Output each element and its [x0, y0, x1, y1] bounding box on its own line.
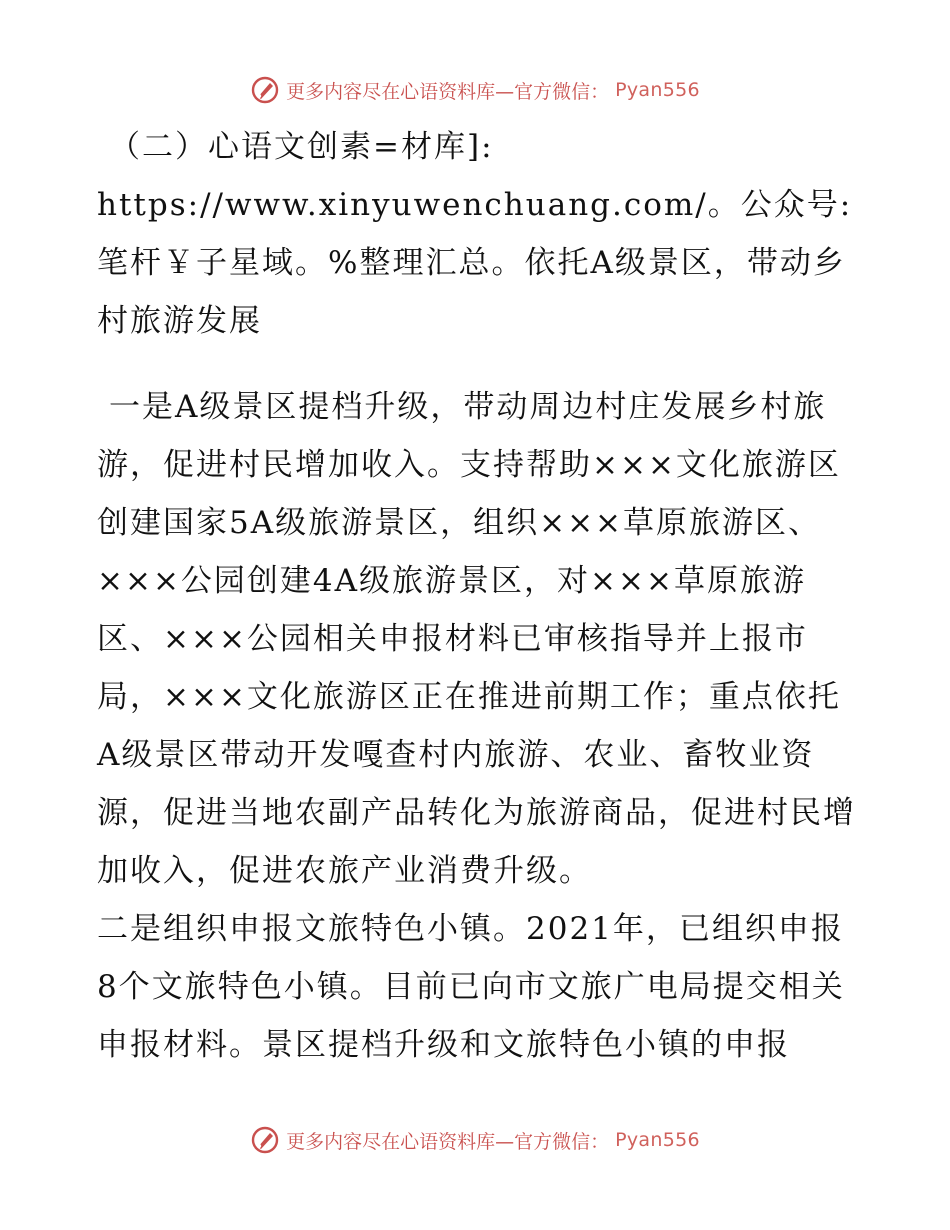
section-heading: （二）心语文创素=材库]: https://www.xinyuwenchuang.com/。公众号: 笔杆￥子星域。%整理汇总。依托A级景区，带动乡村旅游发展	[97, 129, 853, 339]
paragraph-1: 一是A级景区提档升级，带动周边村庄发展乡村旅游，促进村民增加收入。支持帮助×××文化旅游区创建国家5A级旅游景区，组织×××草原旅游区、×××公园创建4A级旅游景区，对×××草原旅游区、×××公园相关申报材料已审核指导并上报市局，×××文化旅游区正在推进前期工作；重点依托A级景区带动开发嘎查村内旅游、农业、畜牧业资源，促进当地农副产品转化为旅游商品，促进村民增加收入，促进农旅产业消费升级。	[97, 389, 856, 889]
wechat-id: Pyan556	[615, 1129, 700, 1151]
banner-text: 更多内容尽在心语资料库—官方微信：	[286, 1130, 610, 1153]
wechat-id: Pyan556	[615, 79, 700, 101]
footer-watermark-banner	[0, 1120, 950, 1160]
document-body	[97, 118, 857, 1074]
banner-text: 更多内容尽在心语资料库—官方微信：	[286, 80, 610, 103]
header-watermark-banner	[0, 70, 950, 110]
paragraph-2: 二是组织申报文旅特色小镇。2021年，已组织申报8个文旅特色小镇。目前已向市文旅广电局提交相关申报材料。景区提档升级和文旅特色小镇的申报	[97, 911, 845, 1063]
quill-pen-logo-icon	[250, 1125, 280, 1155]
quill-pen-logo-icon	[250, 75, 280, 105]
